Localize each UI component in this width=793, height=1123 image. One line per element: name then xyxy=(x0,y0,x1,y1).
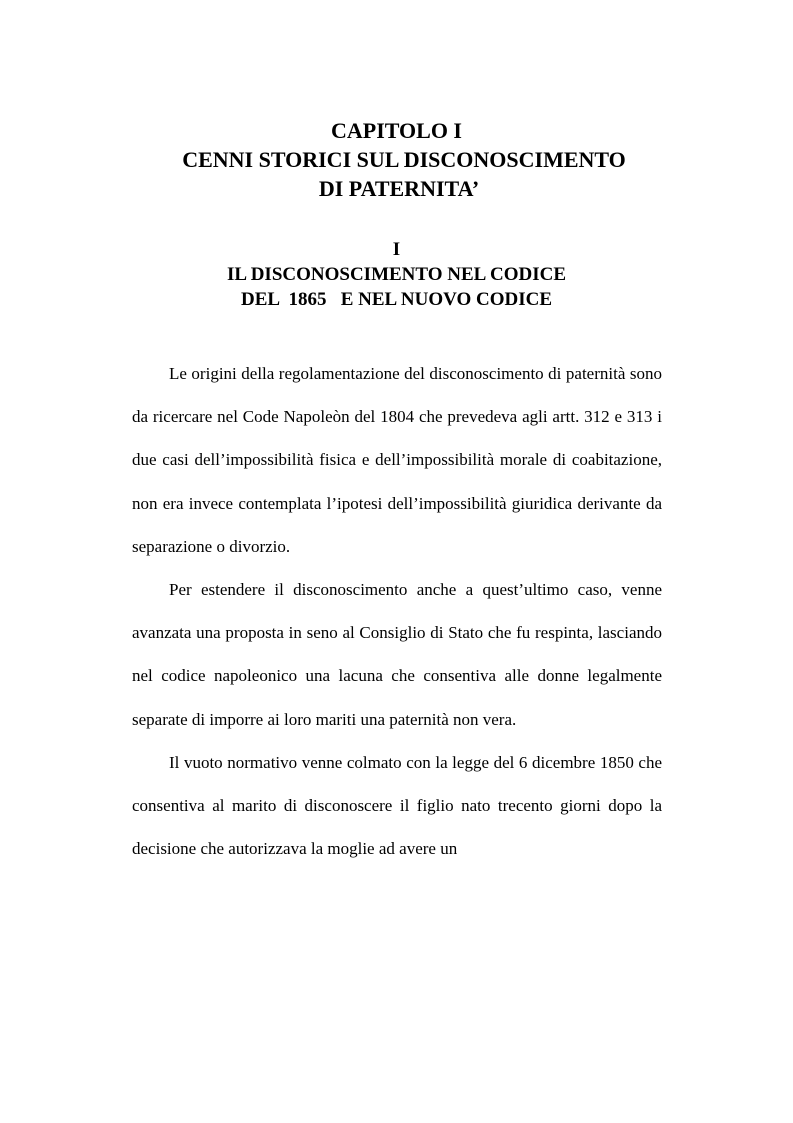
body-text xyxy=(132,352,662,870)
section-heading xyxy=(130,237,663,312)
paragraph-2: Per estendere il disconoscimento anche a quest’ultimo caso, venne avanzata una proposta in seno al Consiglio di Stato che fu respinta, lasciando nel codice napoleonico una lacuna che consentiva alle donne legalmente separate di imporre ai loro mariti una paternità non vera. xyxy=(132,580,662,729)
chapter-title-line-1: CENNI STORICI SUL DISCONOSCIMENTO xyxy=(182,147,626,172)
section-title-line-1: IL DISCONOSCIMENTO NEL CODICE xyxy=(226,264,567,285)
chapter-title-line-2: DI PATERNITA’ xyxy=(318,176,480,201)
section-title-line-2: DEL 1865 E NEL NUOVO CODICE xyxy=(240,289,553,310)
paragraph-1: Le origini della regolamentazione del disconoscimento di paternità sono da ricercare nel Code Napoleòn del 1804 che prevedeva agli artt. 312 e 313 i due casi dell’impossibilità fisica e dell’impossibilità morale di coabitazione, non era invece contemplata l’ipotesi dell’impossibilità giuridica derivante da separazione o divorzio. xyxy=(132,364,662,556)
section-number: I xyxy=(392,239,401,260)
chapter-heading xyxy=(130,116,663,203)
paragraph-3: Il vuoto normativo venne colmato con la legge del 6 dicembre 1850 che consentiva al marito di disconoscere il figlio nato trecento giorni dopo la decisione che autorizzava la moglie ad avere un xyxy=(132,752,662,859)
chapter-number: CAPITOLO I xyxy=(330,118,462,143)
